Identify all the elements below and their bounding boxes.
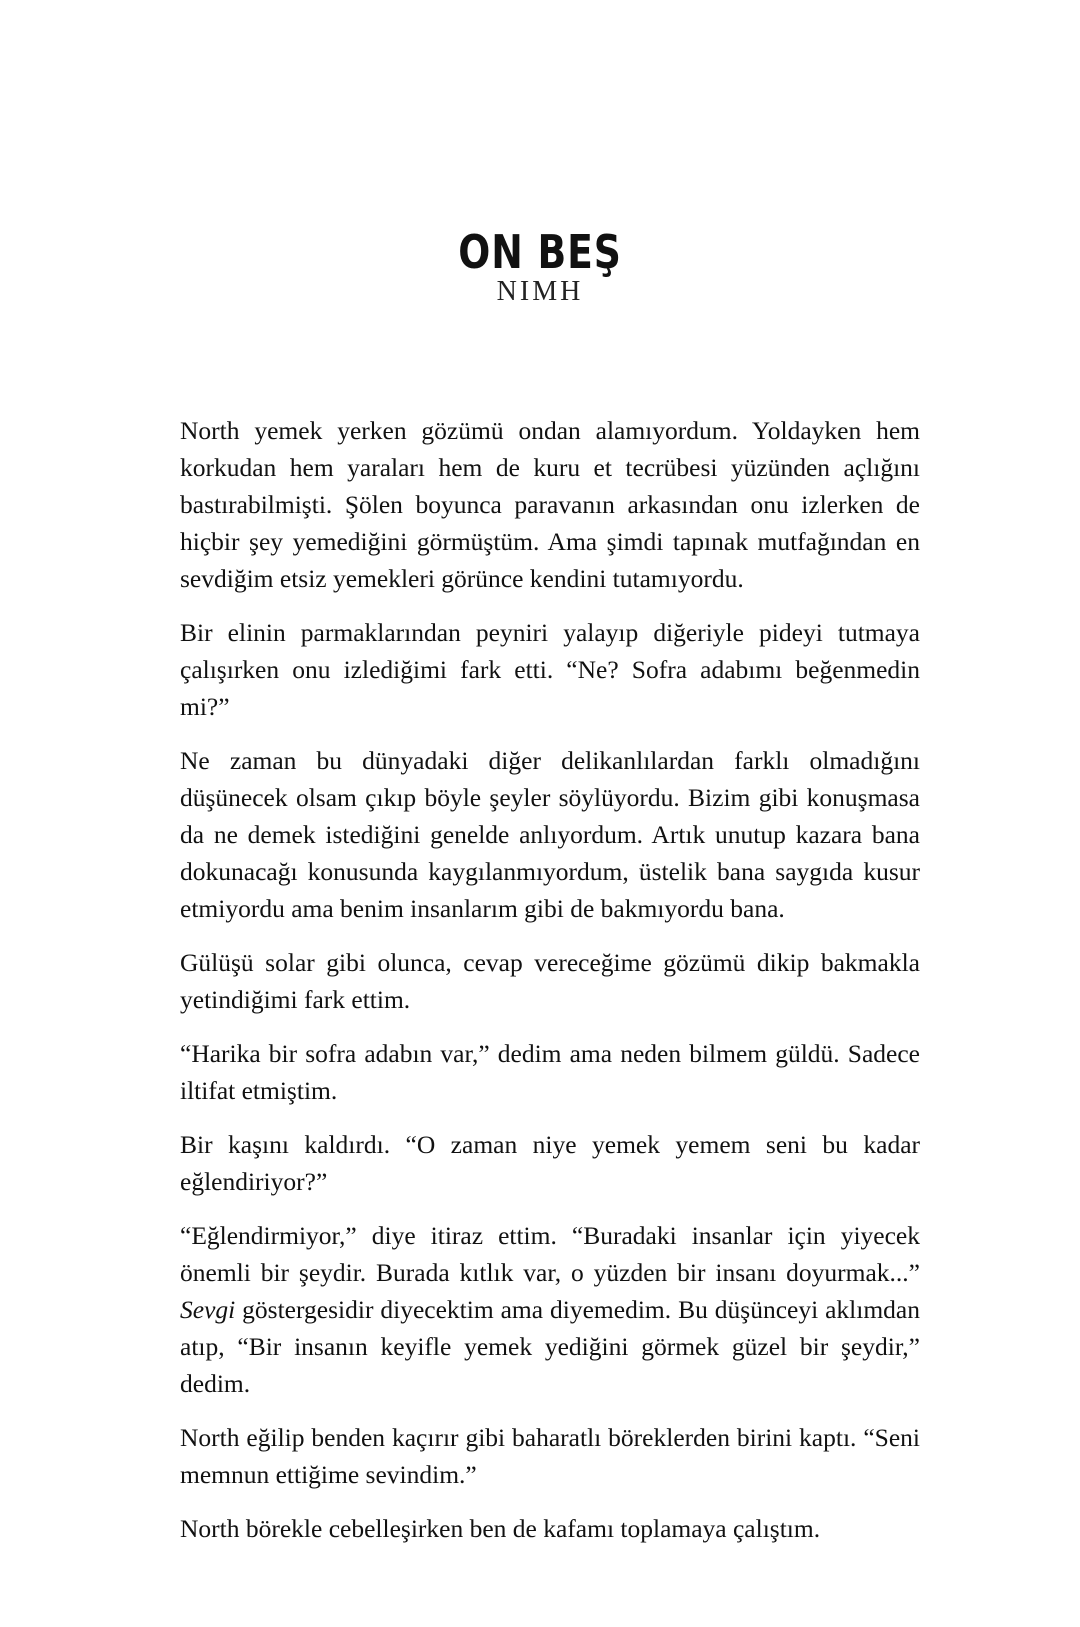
paragraph-8: North eğilip benden kaçırır gibi baharatlı böreklerden birini kaptı. “Seni memnun ettiğime sevindim.”	[180, 1423, 920, 1489]
paragraph-7	[180, 1217, 920, 1402]
paragraph-7-italic: Sevgi	[180, 1295, 236, 1324]
chapter-title: NIMH	[496, 276, 584, 307]
paragraph-9: North börekle cebelleşirken ben de kafamı toplamaya çalıştım.	[180, 1514, 821, 1543]
chapter-body	[180, 412, 920, 1564]
paragraph-2: Bir elinin parmaklarından peyniri yalayıp diğeriyle pideyi tutmaya çalışırken onu izlediğimi fark etti. “Ne? Sofra adabımı beğenmedin mi?”	[180, 618, 920, 721]
paragraph-6: Bir kaşını kaldırdı. “O zaman niye yemek yemem seni bu kadar eğlendiriyor?”	[180, 1130, 920, 1196]
paragraph-3: Ne zaman bu dünyadaki diğer delikanlılardan farklı olmadığını düşünecek olsam çıkıp böyle şeyler söylüyordu. Bizim gibi konuşmasa da ne demek istediğini genelde anlıyordum. Artık unutup kazara bana dokunacağı konusunda kaygılanmıyordum, üstelik bana saygıda kusur etmiyordu ama benim insanlarım gibi de bakmıyordu bana.	[180, 746, 920, 923]
paragraph-1: North yemek yerken gözümü ondan alamıyordum. Yoldayken hem korkudan hem yaraları hem de kuru et tecrübesi yüzünden açlığını bastırabilmişti. Şölen boyunca paravanın arkasından onu izlerken de hiçbir şey yemediğini görmüştüm. Ama şimdi tapınak mutfağından en sevdiğim etsiz yemekleri görünce kendini tutamıyordu.	[180, 416, 920, 593]
paragraph-5: “Harika bir sofra adabın var,” dedim ama neden bilmem güldü. Sadece iltifat etmiştim.	[180, 1039, 920, 1105]
paragraph-4: Gülüşü solar gibi olunca, cevap vereceğime gözümü dikip bakmakla yetindiğimi fark ettim.	[180, 948, 920, 1014]
paragraph-7-after: göstergesidir diyecektim ama diyemedim. Bu düşünceyi aklımdan atıp, “Bir insanın keyifle yemek yediğini görmek güzel bir şeydir,” dedim.	[180, 1295, 920, 1398]
paragraph-7-before: “Eğlendirmiyor,” diye itiraz ettim. “Buradaki insanlar için yiyecek önemli bir şeydir. Burada kıtlık var, o yüzden bir insanı doyurmak...”	[180, 1221, 920, 1287]
chapter-number: ON BEŞ	[458, 225, 622, 279]
